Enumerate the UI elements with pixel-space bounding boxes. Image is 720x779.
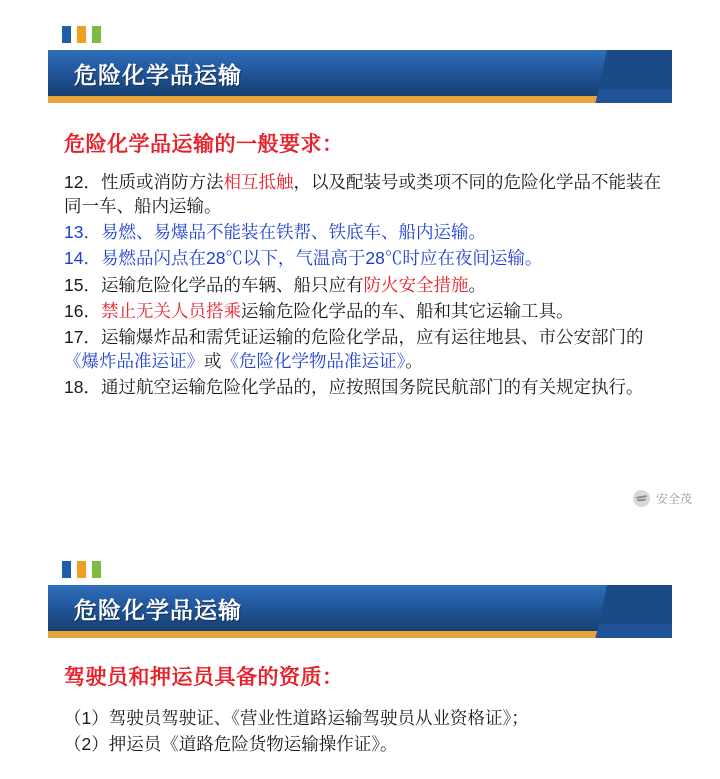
slide-2-body (64, 661, 664, 758)
slide-title-2: 危险化学品运输 (74, 596, 242, 623)
paragraph-qual-1 (64, 705, 664, 731)
run-text-emphasis: 《爆炸品准运证》 (64, 350, 204, 371)
title-accent-bar-2 (48, 631, 672, 638)
run-text: 14．易燃品闪点在28℃以下，气温高于28℃时应在夜间运输。 (64, 248, 543, 269)
run-text: 或 (204, 350, 222, 371)
run-text: ，以及配装号或类项不同的危险化学品不能装在同一车、船内运输。 (64, 172, 661, 217)
run-text: 运输危险化学品的车、船和其它运输工具。 (240, 300, 574, 321)
run-text: （1）驾驶员驾驶证、《营业性道路运输驾驶员从业资格证》； (64, 708, 529, 728)
paragraph-item-14 (64, 246, 664, 270)
run-text: 。 (405, 350, 423, 371)
run-text-emphasis: 相互抵触 (223, 172, 294, 192)
section-heading-2: 驾驶员和押运员具备的资质： (64, 666, 344, 689)
run-text-emphasis: 禁止无关人员搭乘 (100, 300, 241, 321)
tick-green-icon (92, 26, 101, 43)
paragraph-item-18 (64, 375, 664, 399)
tick-blue-icon (62, 561, 71, 578)
paragraph-item-17 (64, 325, 664, 373)
header-ticks-1 (62, 26, 101, 43)
run-text-emphasis: 《危险化学物品准运证》 (221, 350, 406, 371)
tick-orange-icon (77, 26, 86, 43)
tick-blue-icon (62, 26, 71, 43)
slide-1-body (64, 128, 664, 401)
header-ticks-2 (62, 561, 101, 578)
paragraph-item-15 (64, 273, 664, 297)
run-text: 13．易燃、易爆品不能装在铁帮、铁底车、船内运输。 (64, 222, 486, 243)
tick-green-icon (92, 561, 101, 578)
paragraph-item-12 (64, 170, 664, 218)
wechat-logo-icon (633, 490, 650, 507)
section-heading-1: 危险化学品运输的一般要求： (64, 133, 344, 156)
run-text: 18．通过航空运输危险化学品的，应按照国务院民航部门的有关规定执行。 (64, 377, 644, 398)
run-text: 。 (468, 274, 486, 295)
watermark-1 (633, 490, 692, 507)
paragraph-item-16 (64, 299, 664, 323)
run-text: 12．性质或消防方法 (64, 172, 224, 192)
run-text: （2）押运员《道路危险货物运输操作证》。 (64, 734, 398, 755)
run-text: 16． (64, 300, 101, 321)
paragraph-item-13 (64, 220, 664, 244)
run-text-emphasis: 防火安全措施 (363, 274, 469, 295)
title-accent-bar-1 (48, 96, 672, 103)
paragraph-qual-2 (64, 731, 664, 757)
watermark-label: 安全茂 (655, 492, 692, 506)
run-text: 15．运输危险化学品的车辆、船只应有 (64, 274, 364, 295)
slide-2 (0, 545, 720, 779)
slide-title-1: 危险化学品运输 (74, 61, 242, 88)
tick-orange-icon (77, 561, 86, 578)
run-text: 17．运输爆炸品和需凭证运输的危险化学品，应有运往地县、市公安部门的 (64, 326, 644, 347)
